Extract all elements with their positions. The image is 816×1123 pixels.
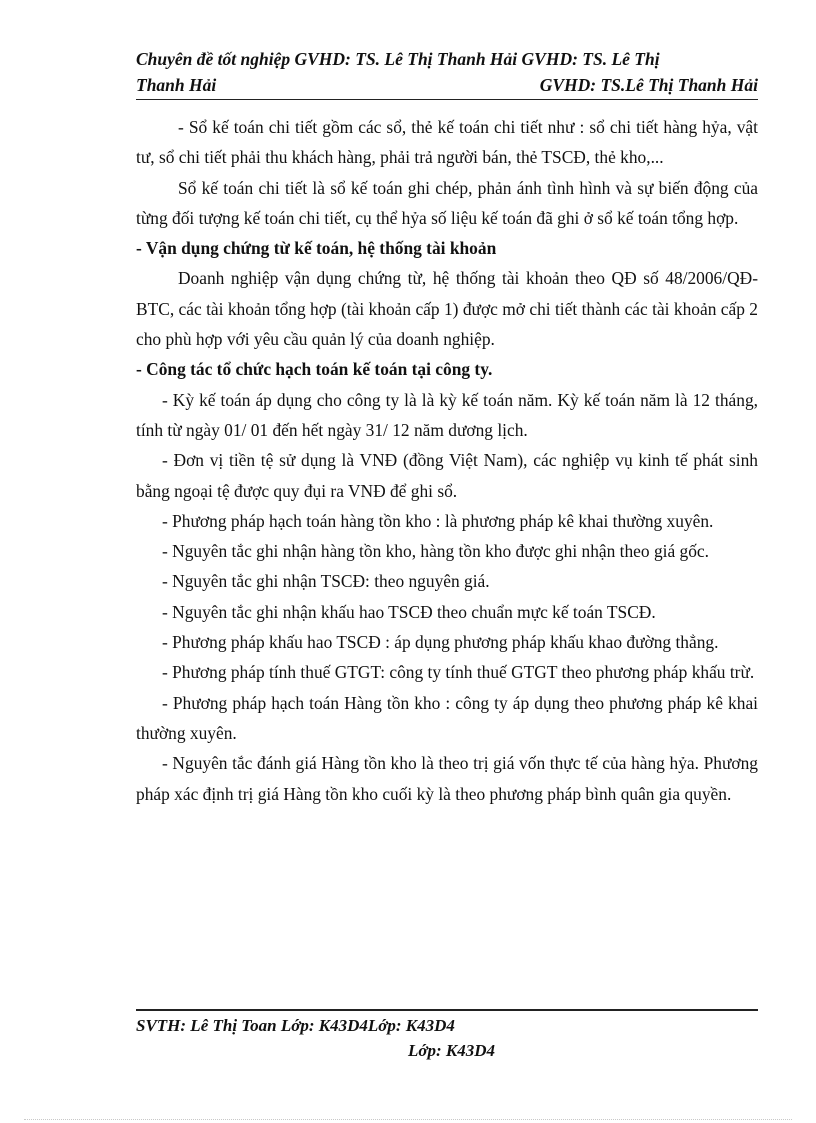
footer-line-2: Lớp: K43D4 — [408, 1041, 496, 1060]
header-line-2-right: GVHD: TS.Lê Thị Thanh Hải — [539, 75, 758, 95]
header-line-1: Chuyên đề tốt nghiệp GVHD: TS. Lê Thị Thanh Hải GVHD: TS. Lê Thị — [136, 49, 660, 69]
section-heading-vouchers: - Vận dụng chứng từ kế toán, hệ thống tài khoản — [136, 238, 497, 259]
page-footer — [136, 1013, 758, 1063]
header-line-2 — [136, 72, 758, 98]
paragraph-depreciation-recognition: - Nguyên tắc ghi nhận khấu hao TSCĐ theo chuẩn mực kế toán TSCĐ. — [162, 601, 656, 622]
paragraph-currency: - Đơn vị tiền tệ sử dụng là VNĐ (đồng Việt Nam), các nghiệp vụ kinh tế phát sinh bằng ngoại tệ được quy đụi ra VNĐ để ghi sổ. — [136, 450, 758, 501]
footer-rule — [136, 1009, 758, 1011]
paragraph-detail-ledgers: - Sổ kế toán chi tiết gồm các sổ, thẻ kế toán chi tiết như : sổ chi tiết hàng hỷa, vật tư, sổ chi tiết phải thu khách hàng, phải trả người bán, thẻ TSCĐ, thẻ kho,... — [136, 117, 758, 168]
paragraph-inventory-valuation: - Nguyên tắc đánh giá Hàng tồn kho là theo trị giá vốn thực tế của hàng hỷa. Phương pháp xác định trị giá Hàng tồn kho cuối kỳ là theo phương pháp bình quân gia quyền. — [136, 753, 758, 804]
page-bottom-dotted-line — [24, 1119, 792, 1120]
paragraph-depreciation-method: - Phương pháp khấu hao TSCĐ : áp dụng phương pháp khấu khao đường thẳng. — [162, 632, 719, 653]
paragraph-detail-ledger-definition: Sổ kế toán chi tiết là sổ kế toán ghi chép, phản ánh tình hình và sự biến động của từng đối tượng kế toán chi tiết, cụ thể hỷa số liệu kế toán đã ghi ở sổ kế toán tổng hợp. — [136, 177, 758, 228]
footer-line-1: SVTH: Lê Thị Toan Lớp: K43D4Lớp: K43D4 — [136, 1016, 455, 1035]
paragraph-vouchers: Doanh nghiệp vận dụng chứng từ, hệ thống tài khoản theo QĐ số 48/2006/QĐ- BTC, các tài khoản tổng hợp (tài khoản cấp 1) được mở chi tiết thành các tài khoản cấp 2 cho phù hợp với yêu cầu quản lý của doanh nghiệp. — [136, 268, 758, 350]
paragraph-inventory-recognition: - Nguyên tắc ghi nhận hàng tồn kho, hàng tồn kho được ghi nhận theo giá gốc. — [162, 541, 709, 562]
paragraph-fixed-asset-recognition: - Nguyên tắc ghi nhận TSCĐ: theo nguyên giá. — [162, 571, 490, 592]
section-heading-accounting-organization: - Công tác tổ chức hạch toán kế toán tại công ty. — [136, 359, 493, 380]
document-body — [136, 112, 758, 809]
paragraph-inventory-accounting: - Phương pháp hạch toán Hàng tồn kho : công ty áp dụng theo phương pháp kê khai thường xuyên. — [136, 692, 758, 743]
page-header — [136, 46, 758, 98]
paragraph-inventory-method: - Phương pháp hạch toán hàng tồn kho : là phương pháp kê khai thường xuyên. — [162, 510, 714, 531]
paragraph-vat-method: - Phương pháp tính thuế GTGT: công ty tính thuế GTGT theo phương pháp khấu trừ. — [162, 662, 755, 683]
header-line-2-left: Thanh Hải — [136, 75, 217, 95]
paragraph-accounting-period: - Kỳ kế toán áp dụng cho công ty là là kỳ kế toán năm. Kỳ kế toán năm là 12 tháng, tính từ ngày 01/ 01 đến hết ngày 31/ 12 năm dương lịch. — [136, 389, 758, 440]
header-rule — [136, 99, 758, 100]
